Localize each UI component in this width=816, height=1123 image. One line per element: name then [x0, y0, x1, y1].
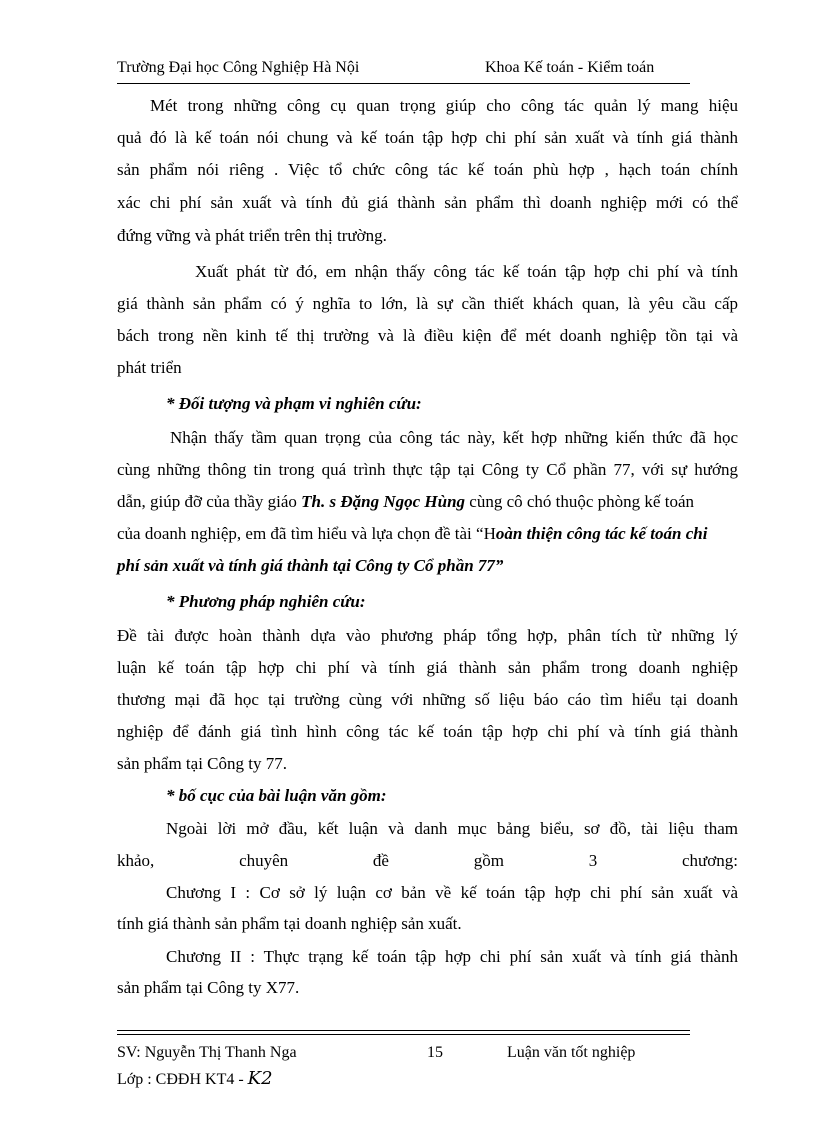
para2-line1: Xuất phát từ đó, em nhận thấy công tác kế toán tập hợp chi phí và tính: [195, 262, 738, 281]
para2-line2: giá thành sản phẩm có ý nghĩa to lớn, là sự cần thiết khách quan, là yêu cầu cấp: [117, 294, 738, 313]
word-chuong: chương:: [682, 851, 738, 870]
footer-class: [117, 1068, 273, 1089]
word-de: đề: [372, 851, 389, 870]
footer-student: SV: Nguyễn Thị Thanh Nga: [117, 1044, 297, 1061]
heading-method: * Phương pháp nghiên cứu:: [166, 592, 366, 611]
para3-line2: cùng những thông tin trong quá trình thực tập tại Công ty Cổ phần 77, với sự hướng: [117, 460, 738, 479]
para4-line2: luận kế toán tập hợp chi phí và tính giá thành sản phẩm trong doanh nghiệp: [117, 658, 738, 677]
para4-line5: sản phẩm tại Công ty 77.: [117, 754, 287, 773]
footer-class-handwritten: K2: [247, 1068, 273, 1089]
word-gom: gồm: [473, 851, 504, 870]
chapter2-line1: Chương II : Thực trạng kế toán tập hợp chi phí sản xuất và tính giá thành: [166, 947, 738, 966]
page-header: [117, 59, 690, 84]
chapter2-line2: sản phẩm tại Công ty X77.: [117, 978, 300, 997]
para4-line4: nghiệp để đánh giá tình hình công tác kế toán tập hợp chi phí và tính giá thành: [117, 722, 738, 741]
para1-line4: xác chi phí sản xuất và tính đủ giá thành sản phẩm thì doanh nghiệp mới có thể: [117, 193, 738, 212]
para1-line1: Mét trong những công cụ quan trọng giúp cho công tác quản lý mang hiệu: [150, 96, 738, 115]
para2-line4: phát triển: [117, 358, 182, 377]
word-khao: khảo,: [117, 851, 155, 870]
para2-line3: bách trong nền kinh tế thị trường và là điều kiện để mét doanh nghiệp tồn tại và: [117, 326, 738, 345]
topic-title-part2: phí sản xuất và tính giá thành tại Công ty Cổ phần 77”: [117, 556, 504, 575]
heading-structure: * bố cục của bài luận văn gồm:: [166, 786, 387, 805]
para3-line4-a: của doanh nghiệp, em đã tìm hiểu và lựa chọn đề tài “H: [117, 524, 496, 543]
footer-class-label: Lớp : CĐĐH KT4 -: [117, 1071, 244, 1088]
para5-line1: Ngoài lời mở đầu, kết luận và danh mục bảng biểu, sơ đồ, tài liệu tham: [166, 819, 738, 838]
footer-rule-top: [117, 1030, 690, 1031]
heading-scope: * Đối tượng và phạm vi nghiên cứu:: [166, 394, 422, 413]
chapter1-line1: Chương I : Cơ sở lý luận cơ bản về kế toán tập hợp chi phí sản xuất và: [166, 883, 738, 902]
header-faculty: Khoa Kế toán - Kiểm toán: [485, 59, 655, 76]
word-3: 3: [588, 851, 598, 870]
para3-line3: [117, 492, 738, 512]
para3-line4: [117, 524, 738, 544]
advisor-name: Th. s Đặng Ngọc Hùng: [301, 492, 466, 511]
para5-line2: [117, 851, 738, 871]
para1-line3: sản phẩm nói riêng . Việc tổ chức công tác kế toán phù hợp , hạch toán chính: [117, 160, 738, 179]
para1-line5: đứng vững và phát triển trên thị trường.: [117, 226, 387, 245]
para4-line3: thương mại đã học tại trường cùng với những số liệu báo cáo tìm hiểu tại doanh: [117, 690, 738, 709]
header-university: Trường Đại học Công Nghiệp Hà Nội: [117, 59, 360, 76]
para3-line3-a: dẫn, giúp đỡ của thầy giáo: [117, 492, 302, 511]
footer-rule-bottom: [117, 1034, 690, 1035]
para4-line1: Đề tài được hoàn thành dựa vào phương pháp tổng hợp, phân tích từ những lý: [117, 626, 738, 645]
word-chuyen: chuyên: [239, 851, 289, 870]
footer-page-number: 15: [427, 1044, 443, 1061]
chapter1-line2: tính giá thành sản phẩm tại doanh nghiệp sản xuất.: [117, 914, 462, 933]
topic-title-part1: oàn thiện công tác kế toán chi: [495, 524, 708, 543]
para1-line2: quả đó là kế toán nói chung và kế toán tập hợp chi phí sản xuất và tính giá thành: [117, 128, 738, 147]
footer-doc-type: Luận văn tốt nghiệp: [507, 1044, 636, 1061]
para3-line3-c: cùng cô chó thuộc phòng kế toán: [465, 492, 694, 511]
para3-line1: Nhận thấy tầm quan trọng của công tác này, kết hợp những kiến thức đã học: [170, 428, 738, 447]
